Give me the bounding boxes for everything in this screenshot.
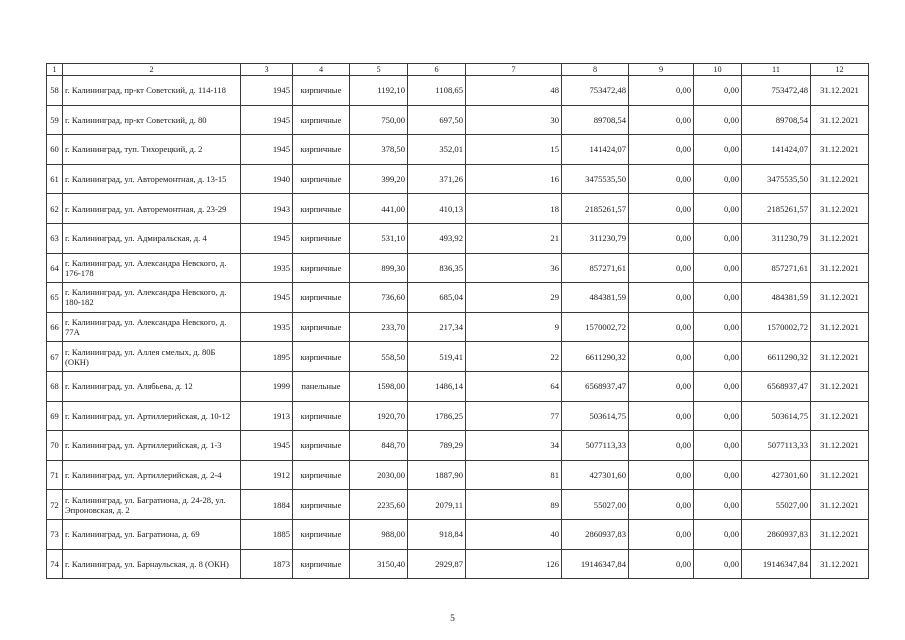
table-row: [47, 549, 869, 579]
cell-cost-other: 0,00: [694, 371, 742, 401]
cell-cost-other: 0,00: [694, 105, 742, 135]
cell-cost-budget: 0,00: [629, 283, 694, 313]
cell-address: г. Калининград, ул. Багратиона, д. 24-28, ул. Эпроновская, д. 2: [63, 490, 241, 520]
cell-wall-material: кирпичные: [293, 283, 350, 313]
cell-cost-total: 1570002,72: [742, 312, 811, 342]
cell-cost-total: 6568937,47: [742, 371, 811, 401]
cell-cost-budget: 0,00: [629, 194, 694, 224]
table-row: [47, 431, 869, 461]
cell-cost: 89708,54: [562, 105, 629, 135]
cell-living-area: 352,01: [408, 135, 466, 165]
cell-living-area: 371,26: [408, 164, 466, 194]
cell-total-area: 3150,40: [350, 549, 408, 579]
cell-address: г. Калининград, ул. Артиллерийская, д. 1-3: [63, 431, 241, 461]
cell-cost-total: 19146347,84: [742, 549, 811, 579]
cell-year-built: 1945: [241, 431, 293, 461]
cell-cost-other: 0,00: [694, 76, 742, 106]
cell-row-number: 61: [47, 164, 63, 194]
cell-row-number: 64: [47, 253, 63, 283]
cell-deadline: 31.12.2021: [811, 223, 869, 253]
cell-deadline: 31.12.2021: [811, 194, 869, 224]
cell-total-area: 1920,70: [350, 401, 408, 431]
cell-cost-budget: 0,00: [629, 312, 694, 342]
cell-cost: 141424,07: [562, 135, 629, 165]
cell-deadline: 31.12.2021: [811, 460, 869, 490]
cell-address: г. Калининград, ул. Александра Невского, д. 180-182: [63, 283, 241, 313]
register-table: [46, 63, 869, 579]
table-row: [47, 312, 869, 342]
table-row: [47, 490, 869, 520]
cell-living-area: 1887,90: [408, 460, 466, 490]
cell-deadline: 31.12.2021: [811, 342, 869, 372]
cell-cost-total: 753472,48: [742, 76, 811, 106]
column-number: 10: [694, 64, 742, 76]
cell-address: г. Калининград, туп. Тихорецкий, д. 2: [63, 135, 241, 165]
cell-wall-material: кирпичные: [293, 135, 350, 165]
cell-wall-material: кирпичные: [293, 76, 350, 106]
cell-deadline: 31.12.2021: [811, 76, 869, 106]
cell-residents-count: 9: [466, 312, 562, 342]
cell-living-area: 1786,25: [408, 401, 466, 431]
cell-cost-total: 484381,59: [742, 283, 811, 313]
cell-row-number: 62: [47, 194, 63, 224]
table-row: [47, 105, 869, 135]
cell-address: г. Калининград, ул. Аллея смелых, д. 80Б (ОКН): [63, 342, 241, 372]
cell-address: г. Калининград, пр-кт Советский, д. 80: [63, 105, 241, 135]
cell-year-built: 1945: [241, 223, 293, 253]
cell-cost-total: 311230,79: [742, 223, 811, 253]
column-number: 12: [811, 64, 869, 76]
cell-cost-total: 2185261,57: [742, 194, 811, 224]
cell-cost-total: 3475535,50: [742, 164, 811, 194]
cell-residents-count: 16: [466, 164, 562, 194]
cell-wall-material: кирпичные: [293, 401, 350, 431]
cell-cost-other: 0,00: [694, 312, 742, 342]
cell-residents-count: 22: [466, 342, 562, 372]
cell-residents-count: 21: [466, 223, 562, 253]
column-number-row: [47, 64, 869, 76]
cell-living-area: 2079,11: [408, 490, 466, 520]
cell-cost-total: 89708,54: [742, 105, 811, 135]
cell-cost-other: 0,00: [694, 431, 742, 461]
cell-cost: 1570002,72: [562, 312, 629, 342]
cell-total-area: 378,50: [350, 135, 408, 165]
cell-row-number: 72: [47, 490, 63, 520]
table-row: [47, 342, 869, 372]
cell-year-built: 1873: [241, 549, 293, 579]
cell-cost-budget: 0,00: [629, 401, 694, 431]
cell-deadline: 31.12.2021: [811, 431, 869, 461]
cell-cost-total: 857271,61: [742, 253, 811, 283]
cell-total-area: 558,50: [350, 342, 408, 372]
cell-cost: 311230,79: [562, 223, 629, 253]
cell-address: г. Калининград, ул. Адмиральская, д. 4: [63, 223, 241, 253]
table-row: [47, 253, 869, 283]
cell-row-number: 58: [47, 76, 63, 106]
cell-address: г. Калининград, ул. Авторемонтная, д. 23-29: [63, 194, 241, 224]
cell-cost-budget: 0,00: [629, 76, 694, 106]
cell-deadline: 31.12.2021: [811, 519, 869, 549]
cell-year-built: 1895: [241, 342, 293, 372]
cell-year-built: 1935: [241, 253, 293, 283]
cell-year-built: 1935: [241, 312, 293, 342]
cell-residents-count: 64: [466, 371, 562, 401]
cell-year-built: 1945: [241, 105, 293, 135]
cell-year-built: 1999: [241, 371, 293, 401]
cell-cost: 857271,61: [562, 253, 629, 283]
cell-residents-count: 34: [466, 431, 562, 461]
cell-total-area: 1192,10: [350, 76, 408, 106]
cell-wall-material: кирпичные: [293, 490, 350, 520]
cell-row-number: 71: [47, 460, 63, 490]
cell-cost-budget: 0,00: [629, 135, 694, 165]
cell-residents-count: 36: [466, 253, 562, 283]
cell-year-built: 1940: [241, 164, 293, 194]
column-number: 1: [47, 64, 63, 76]
cell-cost-total: 6611290,32: [742, 342, 811, 372]
table-row: [47, 76, 869, 106]
column-number: 5: [350, 64, 408, 76]
table-row: [47, 223, 869, 253]
cell-deadline: 31.12.2021: [811, 371, 869, 401]
cell-wall-material: кирпичные: [293, 164, 350, 194]
cell-total-area: 988,00: [350, 519, 408, 549]
cell-living-area: 697,50: [408, 105, 466, 135]
cell-year-built: 1884: [241, 490, 293, 520]
cell-cost: 753472,48: [562, 76, 629, 106]
cell-living-area: 1108,65: [408, 76, 466, 106]
cell-cost: 427301,60: [562, 460, 629, 490]
cell-cost: 2860937,83: [562, 519, 629, 549]
cell-total-area: 233,70: [350, 312, 408, 342]
cell-cost-budget: 0,00: [629, 342, 694, 372]
cell-deadline: 31.12.2021: [811, 283, 869, 313]
cell-wall-material: кирпичные: [293, 431, 350, 461]
page-number: 5: [450, 614, 455, 624]
cell-year-built: 1945: [241, 76, 293, 106]
cell-total-area: 750,00: [350, 105, 408, 135]
cell-deadline: 31.12.2021: [811, 312, 869, 342]
cell-total-area: 1598,00: [350, 371, 408, 401]
cell-wall-material: кирпичные: [293, 312, 350, 342]
column-number: 11: [742, 64, 811, 76]
cell-row-number: 68: [47, 371, 63, 401]
column-number: 8: [562, 64, 629, 76]
cell-deadline: 31.12.2021: [811, 490, 869, 520]
column-number: 6: [408, 64, 466, 76]
cell-cost: 3475535,50: [562, 164, 629, 194]
cell-year-built: 1913: [241, 401, 293, 431]
cell-total-area: 399,20: [350, 164, 408, 194]
cell-row-number: 70: [47, 431, 63, 461]
table-row: [47, 401, 869, 431]
cell-year-built: 1945: [241, 135, 293, 165]
cell-total-area: 848,70: [350, 431, 408, 461]
cell-wall-material: кирпичные: [293, 549, 350, 579]
cell-cost-total: 2860937,83: [742, 519, 811, 549]
cell-cost-budget: 0,00: [629, 253, 694, 283]
cell-deadline: 31.12.2021: [811, 549, 869, 579]
table-row: [47, 135, 869, 165]
column-number: 9: [629, 64, 694, 76]
cell-wall-material: кирпичные: [293, 253, 350, 283]
table-row: [47, 283, 869, 313]
cell-total-area: 736,60: [350, 283, 408, 313]
cell-deadline: 31.12.2021: [811, 135, 869, 165]
cell-residents-count: 40: [466, 519, 562, 549]
cell-cost-other: 0,00: [694, 253, 742, 283]
cell-total-area: 899,30: [350, 253, 408, 283]
cell-cost: 5077113,33: [562, 431, 629, 461]
cell-row-number: 73: [47, 519, 63, 549]
cell-wall-material: кирпичные: [293, 519, 350, 549]
cell-cost-total: 427301,60: [742, 460, 811, 490]
cell-address: г. Калининград, пр-кт Советский, д. 114-118: [63, 76, 241, 106]
cell-cost-other: 0,00: [694, 194, 742, 224]
cell-cost-budget: 0,00: [629, 431, 694, 461]
cell-cost-other: 0,00: [694, 283, 742, 313]
cell-cost-other: 0,00: [694, 460, 742, 490]
cell-cost-budget: 0,00: [629, 549, 694, 579]
cell-address: г. Калининград, ул. Александра Невского, д. 77А: [63, 312, 241, 342]
cell-cost: 484381,59: [562, 283, 629, 313]
cell-deadline: 31.12.2021: [811, 164, 869, 194]
cell-total-area: 2235,60: [350, 490, 408, 520]
column-number: 7: [466, 64, 562, 76]
cell-row-number: 63: [47, 223, 63, 253]
cell-cost-other: 0,00: [694, 490, 742, 520]
column-number: 4: [293, 64, 350, 76]
cell-living-area: 217,34: [408, 312, 466, 342]
cell-cost-budget: 0,00: [629, 223, 694, 253]
cell-living-area: 918,84: [408, 519, 466, 549]
cell-living-area: 836,35: [408, 253, 466, 283]
cell-wall-material: кирпичные: [293, 223, 350, 253]
table-row: [47, 164, 869, 194]
cell-address: г. Калининград, ул. Барнаульская, д. 8 (ОКН): [63, 549, 241, 579]
cell-residents-count: 29: [466, 283, 562, 313]
cell-deadline: 31.12.2021: [811, 401, 869, 431]
cell-residents-count: 89: [466, 490, 562, 520]
cell-cost-other: 0,00: [694, 549, 742, 579]
cell-year-built: 1885: [241, 519, 293, 549]
cell-residents-count: 126: [466, 549, 562, 579]
cell-living-area: 685,04: [408, 283, 466, 313]
cell-address: г. Калининград, ул. Авторемонтная, д. 13-15: [63, 164, 241, 194]
cell-living-area: 493,92: [408, 223, 466, 253]
cell-wall-material: панельные: [293, 371, 350, 401]
cell-wall-material: кирпичные: [293, 342, 350, 372]
cell-cost-total: 503614,75: [742, 401, 811, 431]
cell-cost-other: 0,00: [694, 342, 742, 372]
column-number: 3: [241, 64, 293, 76]
table-row: [47, 519, 869, 549]
cell-residents-count: 48: [466, 76, 562, 106]
cell-year-built: 1912: [241, 460, 293, 490]
cell-row-number: 66: [47, 312, 63, 342]
cell-cost-budget: 0,00: [629, 460, 694, 490]
cell-address: г. Калининград, ул. Алябьева, д. 12: [63, 371, 241, 401]
cell-total-area: 531,10: [350, 223, 408, 253]
cell-living-area: 1486,14: [408, 371, 466, 401]
cell-cost: 6611290,32: [562, 342, 629, 372]
cell-wall-material: кирпичные: [293, 194, 350, 224]
cell-cost-budget: 0,00: [629, 490, 694, 520]
cell-living-area: 789,29: [408, 431, 466, 461]
cell-residents-count: 15: [466, 135, 562, 165]
cell-row-number: 60: [47, 135, 63, 165]
cell-cost: 19146347,84: [562, 549, 629, 579]
table-row: [47, 460, 869, 490]
cell-row-number: 65: [47, 283, 63, 313]
cell-cost-other: 0,00: [694, 223, 742, 253]
cell-cost-total: 5077113,33: [742, 431, 811, 461]
cell-row-number: 69: [47, 401, 63, 431]
cell-cost-total: 55027,00: [742, 490, 811, 520]
cell-cost-other: 0,00: [694, 135, 742, 165]
cell-residents-count: 18: [466, 194, 562, 224]
cell-residents-count: 81: [466, 460, 562, 490]
cell-address: г. Калининград, ул. Артиллерийская, д. 10-12: [63, 401, 241, 431]
cell-wall-material: кирпичные: [293, 460, 350, 490]
cell-cost-budget: 0,00: [629, 105, 694, 135]
cell-wall-material: кирпичные: [293, 105, 350, 135]
table-row: [47, 371, 869, 401]
cell-cost-budget: 0,00: [629, 164, 694, 194]
cell-address: г. Калининград, ул. Артиллерийская, д. 2-4: [63, 460, 241, 490]
cell-address: г. Калининград, ул. Багратиона, д. 69: [63, 519, 241, 549]
cell-living-area: 2929,87: [408, 549, 466, 579]
cell-year-built: 1943: [241, 194, 293, 224]
cell-cost: 503614,75: [562, 401, 629, 431]
cell-row-number: 67: [47, 342, 63, 372]
cell-cost-other: 0,00: [694, 164, 742, 194]
cell-cost-budget: 0,00: [629, 371, 694, 401]
cell-cost: 2185261,57: [562, 194, 629, 224]
cell-cost-budget: 0,00: [629, 519, 694, 549]
cell-living-area: 410,13: [408, 194, 466, 224]
cell-cost-other: 0,00: [694, 401, 742, 431]
column-number: 2: [63, 64, 241, 76]
cell-row-number: 59: [47, 105, 63, 135]
cell-row-number: 74: [47, 549, 63, 579]
cell-cost-total: 141424,07: [742, 135, 811, 165]
cell-cost-other: 0,00: [694, 519, 742, 549]
cell-living-area: 519,41: [408, 342, 466, 372]
cell-total-area: 2030,00: [350, 460, 408, 490]
cell-deadline: 31.12.2021: [811, 253, 869, 283]
cell-cost: 6568937,47: [562, 371, 629, 401]
cell-total-area: 441,00: [350, 194, 408, 224]
cell-deadline: 31.12.2021: [811, 105, 869, 135]
cell-residents-count: 77: [466, 401, 562, 431]
table-row: [47, 194, 869, 224]
cell-residents-count: 30: [466, 105, 562, 135]
cell-year-built: 1945: [241, 283, 293, 313]
cell-cost: 55027,00: [562, 490, 629, 520]
cell-address: г. Калининград, ул. Александра Невского, д. 176-178: [63, 253, 241, 283]
